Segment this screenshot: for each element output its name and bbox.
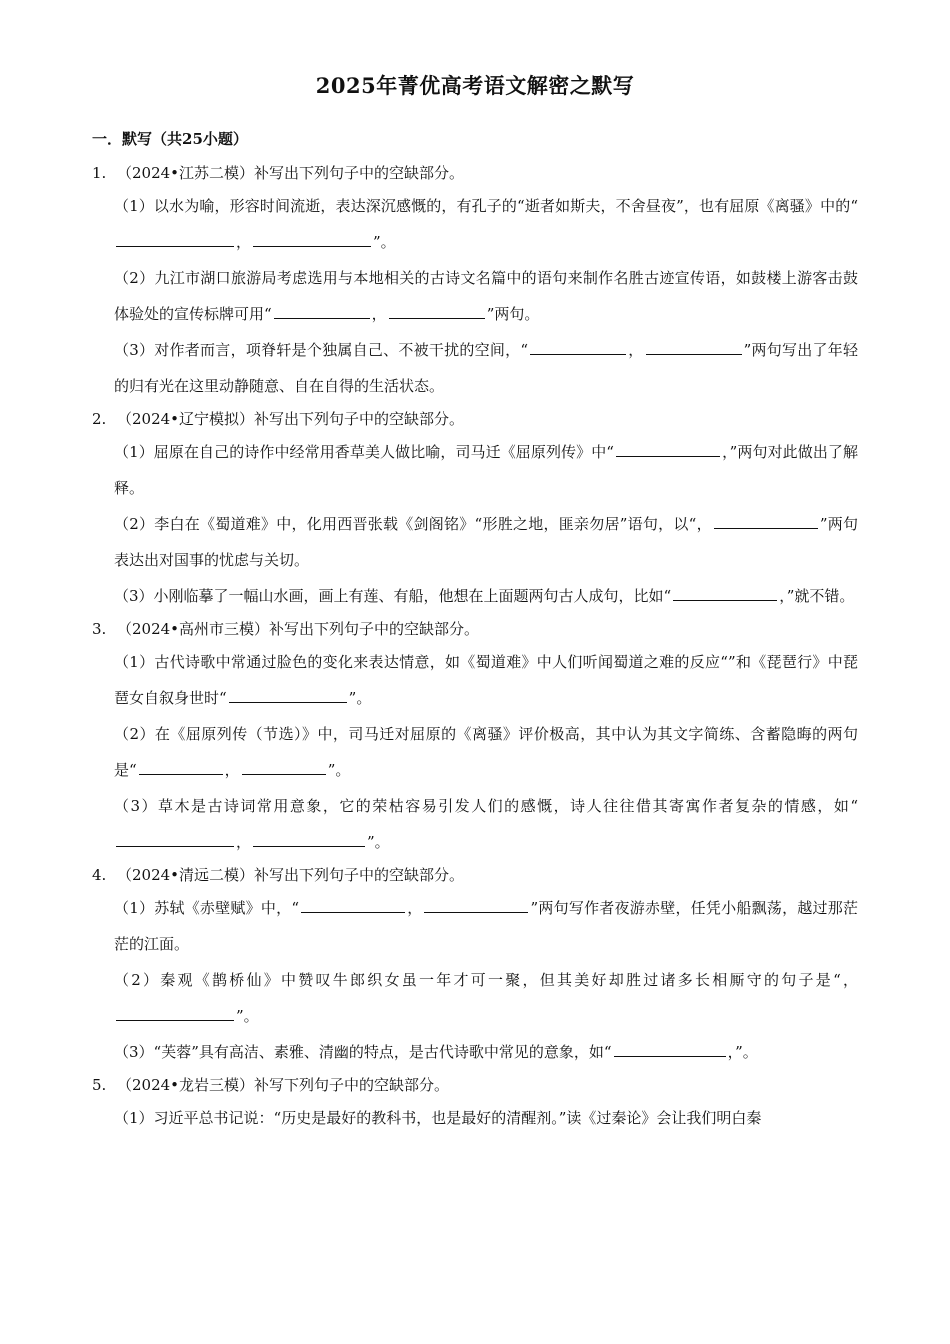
question-list	[92, 158, 858, 1136]
sub-question: （1）古代诗歌中常通过脸色的变化来表达情意，如《蜀道难》中人们听闻蜀道之难的反应“”和《琵琶行》中琵琶女自叙身世时“ ”。	[114, 653, 859, 707]
answer-blank[interactable]	[253, 828, 365, 847]
answer-blank[interactable]	[646, 336, 742, 355]
question-number: 4.	[92, 866, 107, 884]
answer-blank[interactable]	[389, 300, 485, 319]
question-number: 2.	[92, 410, 107, 428]
answer-blank[interactable]	[616, 438, 720, 457]
sub-question: （3）“芙蓉”具有高洁、素雅、清幽的特点，是古代诗歌中常见的意象，如“ ，”。	[114, 1034, 858, 1070]
answer-blank[interactable]	[530, 336, 626, 355]
answer-blank[interactable]	[139, 756, 223, 775]
question-source: （2024•高州市三模）补写出下列句子中的空缺部分。	[117, 620, 480, 638]
question-number: 5.	[92, 1076, 107, 1094]
answer-blank[interactable]	[614, 1038, 726, 1057]
answer-blank[interactable]	[301, 894, 405, 913]
answer-blank[interactable]	[714, 510, 818, 529]
question-number: 3.	[92, 620, 107, 638]
sub-question: （3）对作者而言，项脊轩是个独属自己、不被干扰的空间，“ ， ”两句写出了年轻的归有光在这里动静随意、自在自得的生活状态。	[114, 332, 858, 404]
sub-question: （2）李白在《蜀道难》中，化用西晋张载《剑阁铭》“形胜之地，匪亲勿居”语句，以“， ”两句表达出对国事的忧虑与关切。	[114, 506, 858, 578]
answer-blank[interactable]	[116, 828, 234, 847]
question-4	[92, 860, 858, 890]
section-heading: 一．默写（共25小题）	[92, 130, 248, 148]
question-number: 1.	[92, 164, 107, 182]
question-source: （2024•清远二模）补写出下列句子中的空缺部分。	[117, 866, 465, 884]
sub-question: （3）草木是古诗词常用意象，它的荣枯容易引发人们的感慨，诗人往往借其寄寓作者复杂的情感，如“， ”。	[114, 797, 858, 851]
answer-blank[interactable]	[424, 894, 528, 913]
question-source: （2024•龙岩三模）补写下列句子中的空缺部分。	[117, 1076, 450, 1094]
answer-blank[interactable]	[274, 300, 370, 319]
answer-blank[interactable]	[253, 228, 371, 247]
question-3	[92, 614, 858, 644]
sub-question: （3）小刚临摹了一幅山水画，画上有莲、有船，他想在上面题两句古人成句，比如“ ，”就不错。	[114, 578, 858, 614]
sub-question: （1）习近平总书记说：“历史是最好的教科书，也是最好的清醒剂。”读《过秦论》会让我们明白秦	[114, 1109, 762, 1127]
document-title: 2025年菁优高考语文解密之默写	[315, 73, 635, 98]
answer-blank[interactable]	[116, 228, 234, 247]
sub-question: （1）以水为喻，形容时间流逝，表达深沉感慨的，有孔子的“逝者如斯夫，不舍昼夜”，也有屈原《离骚》中的“， ”。	[114, 197, 858, 251]
answer-blank[interactable]	[229, 684, 347, 703]
sub-question: （1）屈原在自己的诗作中经常用香草美人做比喻，司马迁《屈原列传》中“ ，”两句对此做出了解释。	[114, 434, 858, 506]
sub-question: （2）九江市湖口旅游局考虑选用与本地相关的古诗文名篇中的语句来制作名胜古迹宣传语，如鼓楼上游客击鼓体验处的宣传标牌可用“ ， ”两句。	[114, 269, 858, 323]
sub-question: （1）苏轼《赤壁赋》中，“ ， ”两句写作者夜游赤壁，任凭小船飘荡，越过那茫茫的江面。	[114, 890, 858, 962]
question-1	[92, 158, 858, 188]
answer-blank[interactable]	[242, 756, 326, 775]
question-5	[92, 1070, 858, 1100]
question-source: （2024•江苏二模）补写出下列句子中的空缺部分。	[117, 164, 465, 182]
question-source: （2024•辽宁模拟）补写出下列句子中的空缺部分。	[117, 410, 465, 428]
answer-blank[interactable]	[116, 1002, 234, 1021]
question-2	[92, 404, 858, 434]
sub-question: （2）在《屈原列传（节选）》中，司马迁对屈原的《离骚》评价极高，其中认为其文字简练、含蓄隐晦的两句是“ ， ”。	[114, 725, 858, 779]
sub-question: （2）秦观《鹊桥仙》中赞叹牛郎织女虽一年才可一聚，但其美好却胜过诸多长相厮守的句子是“，”。	[114, 971, 858, 1025]
answer-blank[interactable]	[673, 582, 777, 601]
